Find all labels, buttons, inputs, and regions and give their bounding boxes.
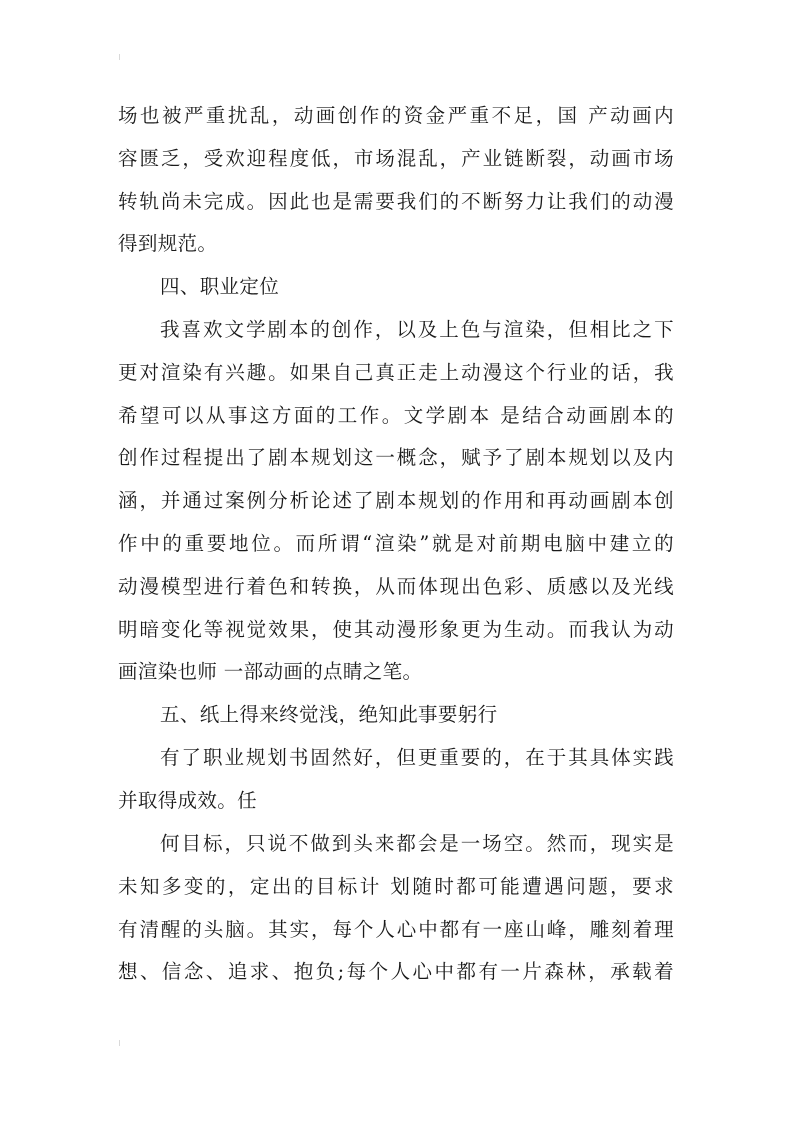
body-text-line: 明暗变化等视觉效果，使其动漫形象更为生动。而我认为动 — [118, 617, 674, 641]
body-text-line: 何目标，只说不做到头来都会是一场空。然而，现实是 — [160, 832, 674, 855]
body-text-line: 涵，并通过案例分析论述了剧本规划的作用和再动画剧本创 — [118, 489, 674, 513]
body-text-line: 有清醒的头脑。其实，每个人心中都有一座山峰，雕刻着理 — [118, 917, 674, 941]
body-text-line: 更对渲染有兴趣。如果自己真正走上动漫这个行业的话，我 — [118, 360, 674, 384]
body-text-line: 画渲染也师 一部动画的点睛之笔。 — [118, 660, 423, 684]
page-corner-mark-top — [119, 54, 120, 60]
body-text-line: 希望可以从事这方面的工作。文学剧本 是结合动画剧本的 — [118, 403, 674, 427]
body-text-line: 作中的重要地位。而所谓“渲染”就是对前期电脑中建立的 — [118, 531, 674, 555]
body-text-line: 动漫模型进行着色和转换，从而体现出色彩、质感以及光线 — [118, 574, 674, 598]
body-text-line: 未知多变的，定出的目标计 划随时都可能遭遇问题，要求 — [118, 874, 674, 898]
body-text-line: 并取得成效。任 — [118, 788, 257, 812]
body-text-line: 转轨尚未完成。因此也是需要我们的不断努力让我们的动漫 — [118, 189, 674, 213]
body-text-line: 我喜欢文学剧本的创作，以及上色与渲染，但相比之下 — [160, 317, 674, 341]
page-corner-mark-bottom — [119, 1040, 120, 1046]
body-text-line: 想、信念、追求、抱负;每个人心中都有一片森林，承载着 — [118, 960, 674, 984]
body-text-line: 场也被严重扰乱，动画创作的资金严重不足，国 产动画内 — [118, 104, 674, 127]
upper-text-block — [118, 95, 674, 823]
section-heading-practice: 五、纸上得来终觉浅，绝知此事要躬行 — [160, 703, 498, 727]
section-heading-career-positioning: 四、职业定位 — [160, 275, 280, 299]
body-text-line: 创作过程提出了剧本规划这一概念，赋予了剧本规划以及内 — [118, 446, 674, 470]
body-text-line: 得到规范。 — [118, 232, 218, 256]
body-text-line: 容匮乏，受欢迎程度低，市场混乱，产业链断裂，动画市场 — [118, 146, 674, 170]
lower-text-block — [118, 823, 674, 994]
body-text-line: 有了职业规划书固然好，但更重要的，在于其具体实践 — [160, 745, 674, 769]
